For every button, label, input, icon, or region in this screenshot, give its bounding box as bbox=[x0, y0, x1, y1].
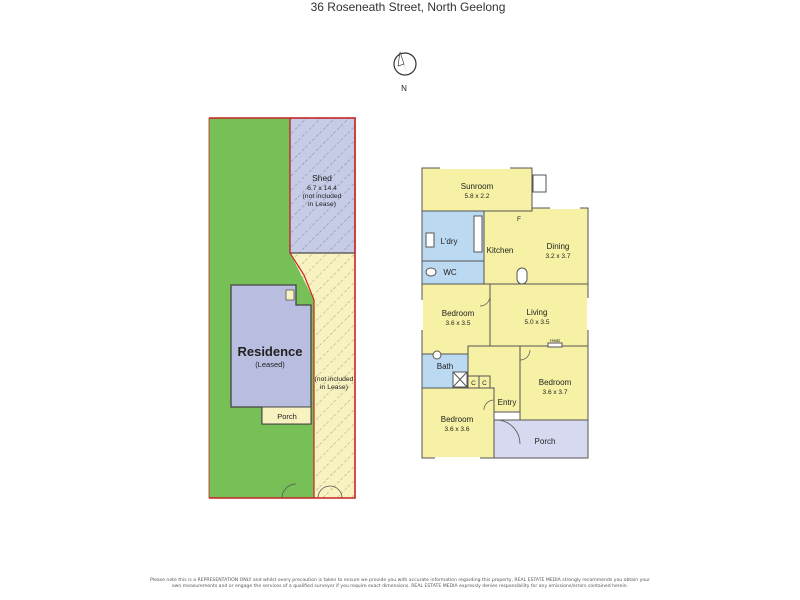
kitchen-label: Kitchen bbox=[486, 246, 514, 255]
shed-dims: 6.7 x 14.4 bbox=[307, 185, 337, 192]
bedroom-2-dims: 3.6 x 3.7 bbox=[542, 389, 568, 396]
wc-label: WC bbox=[443, 268, 457, 277]
bath-label: Bath bbox=[436, 362, 454, 371]
room-bedroom-1 bbox=[422, 284, 490, 354]
residence-label: Residence bbox=[237, 344, 303, 359]
shed-note-1: (not included bbox=[302, 193, 342, 200]
residence-note: (Leased) bbox=[255, 360, 285, 369]
bedroom-2-label: Bedroom bbox=[538, 378, 572, 387]
strip-note-2: in Lease) bbox=[320, 384, 348, 391]
kitchen-sink-icon bbox=[474, 216, 482, 252]
living-dims: 5.0 x 3.5 bbox=[524, 319, 550, 326]
bedroom-1-dims: 3.6 x 3.5 bbox=[445, 320, 471, 327]
sunroom-label: Sunroom bbox=[460, 182, 494, 191]
plan-title: 36 Roseneath Street, North Geelong bbox=[310, 0, 506, 14]
fridge-label: F bbox=[517, 216, 521, 223]
shed-note-2: in Lease) bbox=[308, 201, 336, 208]
entry-label: Entry bbox=[497, 398, 517, 407]
basin-icon bbox=[433, 351, 441, 359]
sunroom-dims: 5.8 x 2.2 bbox=[464, 193, 490, 200]
living-label: Living bbox=[526, 308, 548, 317]
toilet-icon bbox=[426, 268, 436, 276]
strip-note-1: (not included bbox=[314, 376, 354, 383]
heat-label: Heat bbox=[550, 338, 560, 343]
laundry-label: L'dry bbox=[440, 237, 458, 246]
bedroom-3-dims: 3.6 x 3.6 bbox=[444, 426, 470, 433]
shed-label: Shed bbox=[312, 173, 332, 183]
laundry-tub-icon bbox=[426, 233, 434, 247]
cupboard-1-label: C bbox=[471, 380, 476, 387]
north-arrow-icon bbox=[394, 52, 416, 77]
site-plan bbox=[209, 118, 355, 498]
heater-icon bbox=[548, 343, 562, 347]
cupboard-2-label: C bbox=[482, 380, 487, 387]
bedroom-1-label: Bedroom bbox=[441, 309, 475, 318]
disclaimer: Please note this is a REPRESENTATION ONLY and whilst every precaution is taken to ensure we provide you with accurate information regarding this property, REAL ESTATE MEDIA strongly recommends you obtain your own measurements and or engage the services of a qualified surveyor if you require exact dimensions. REAL ESTATE MEDIA expressly denies responsibility for any omissions/errors contained herein. bbox=[150, 578, 650, 589]
porch-label: Porch bbox=[534, 437, 556, 446]
dining-dims: 3.2 x 3.7 bbox=[545, 253, 571, 260]
residence-porch-label: Porch bbox=[277, 412, 297, 421]
north-label: N bbox=[401, 84, 407, 93]
bedroom-3-label: Bedroom bbox=[440, 415, 474, 424]
kitchen-bench-icon bbox=[517, 268, 527, 284]
sunroom-steps bbox=[533, 175, 546, 192]
dining-label: Dining bbox=[546, 242, 570, 251]
